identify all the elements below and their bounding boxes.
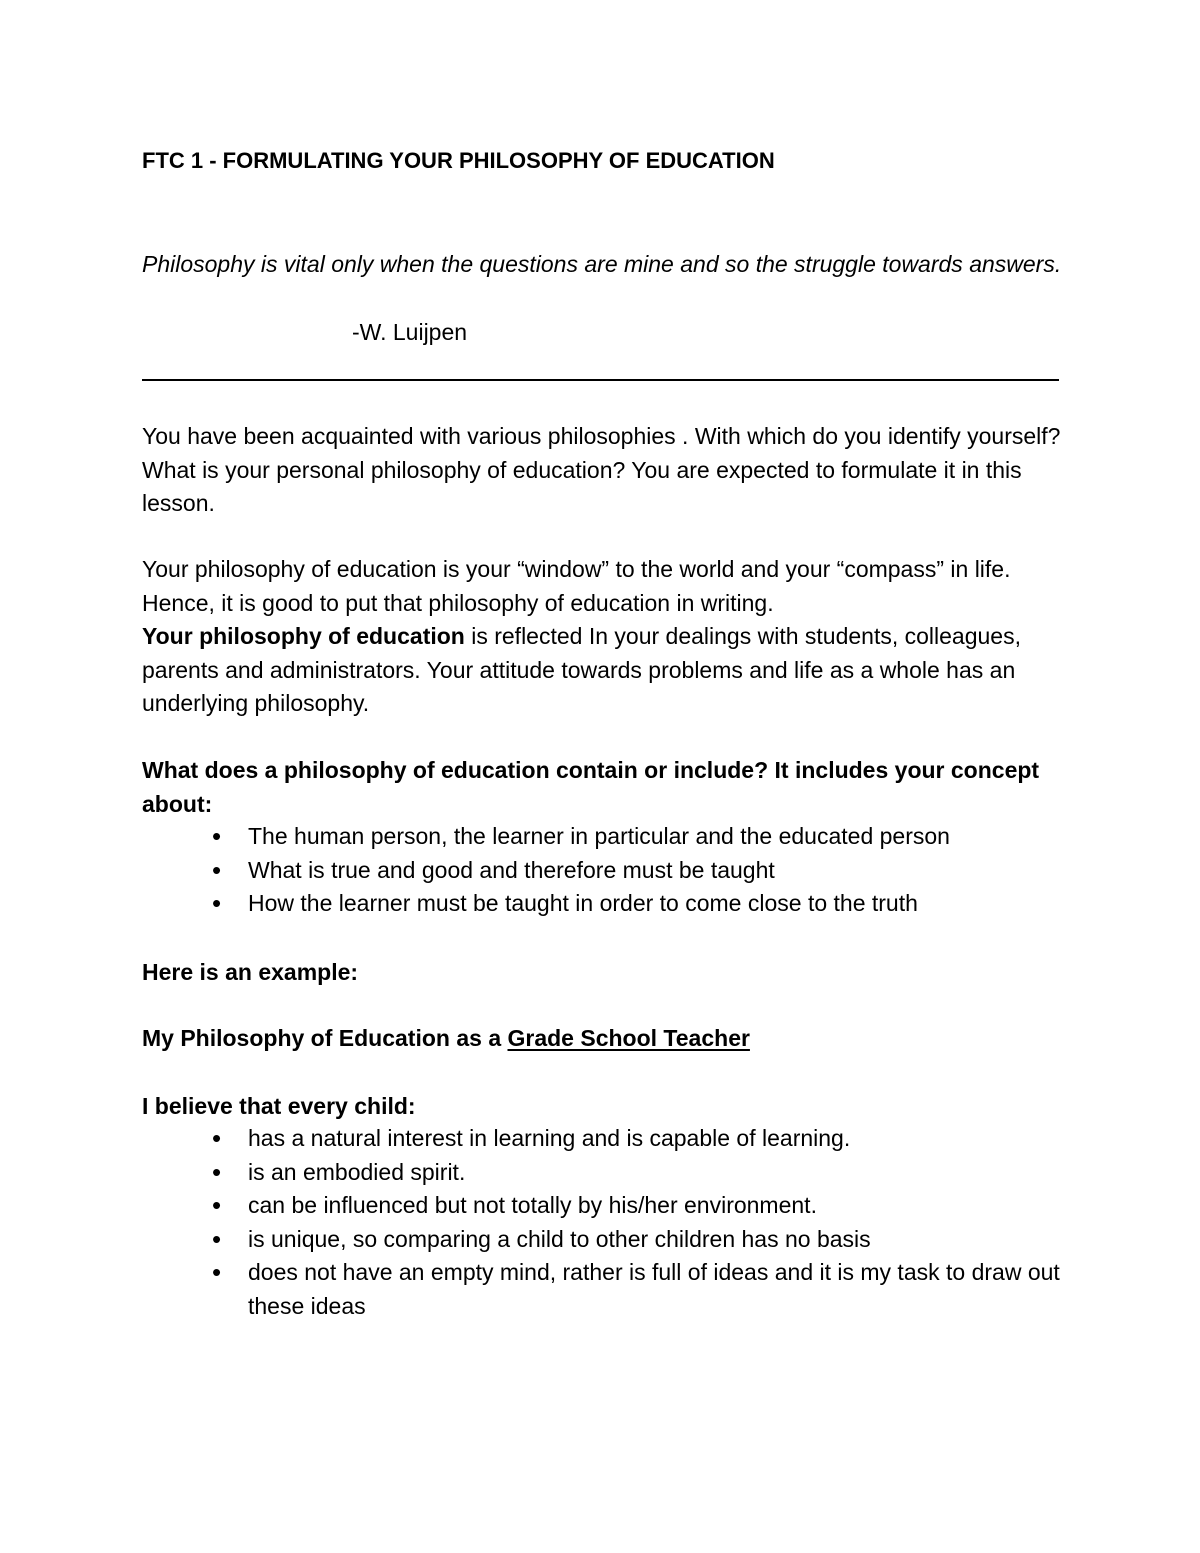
example-title-underlined: Grade School Teacher (507, 1025, 750, 1051)
philosophy-paragraph (142, 553, 1062, 721)
epigraph-author: -W. Luijpen (352, 319, 468, 345)
beliefs-heading: I believe that every child: (142, 1093, 416, 1119)
philosophy-paragraph-text: Your philosophy of education is your “window” to the world and your “compass” in life. Hence, it is good to put that philosophy of education in writing. (142, 556, 1011, 616)
epigraph-quote: Philosophy is vital only when the questions are mine and so the struggle towards answers. (142, 251, 1062, 277)
example-title (142, 1022, 1062, 1056)
philosophy-paragraph-rest: is reflected In your dealings with students, colleagues, parents and administrators. Your attitude towards problems and life as a whole has an underlying philosophy. (142, 623, 1021, 716)
example-heading: Here is an example: (142, 959, 359, 985)
contains-list (142, 820, 1062, 921)
beliefs-list (142, 1122, 1062, 1323)
list-item: • What is true and good and therefore must be taught (142, 854, 1062, 888)
contains-heading: What does a philosophy of education contain or include? It includes your concept about: (142, 757, 1040, 817)
list-item: • does not have an empty mind, rather is full of ideas and it is my task to draw out these ideas (142, 1256, 1062, 1323)
list-item: • The human person, the learner in particular and the educated person (142, 820, 1062, 854)
horizontal-rule (142, 379, 1059, 381)
example-title-prefix: My Philosophy of Education as a (142, 1025, 508, 1051)
list-item: • is unique, so comparing a child to other children has no basis (142, 1223, 1062, 1257)
document-title: FTC 1 - FORMULATING YOUR PHILOSOPHY OF EDUCATION (142, 148, 775, 173)
list-item: • is an embodied spirit. (142, 1156, 1062, 1190)
list-item: • has a natural interest in learning and is capable of learning. (142, 1122, 1062, 1156)
list-item: • How the learner must be taught in order to come close to the truth (142, 887, 1062, 921)
intro-paragraph: You have been acquainted with various philosophies . With which do you identify yourself? What is your personal philosophy of education? You are expected to formulate it in this lesson. (142, 423, 1061, 516)
list-item: • can be influenced but not totally by his/her environment. (142, 1189, 1062, 1223)
philosophy-bold-lead: Your philosophy of education (142, 623, 465, 649)
